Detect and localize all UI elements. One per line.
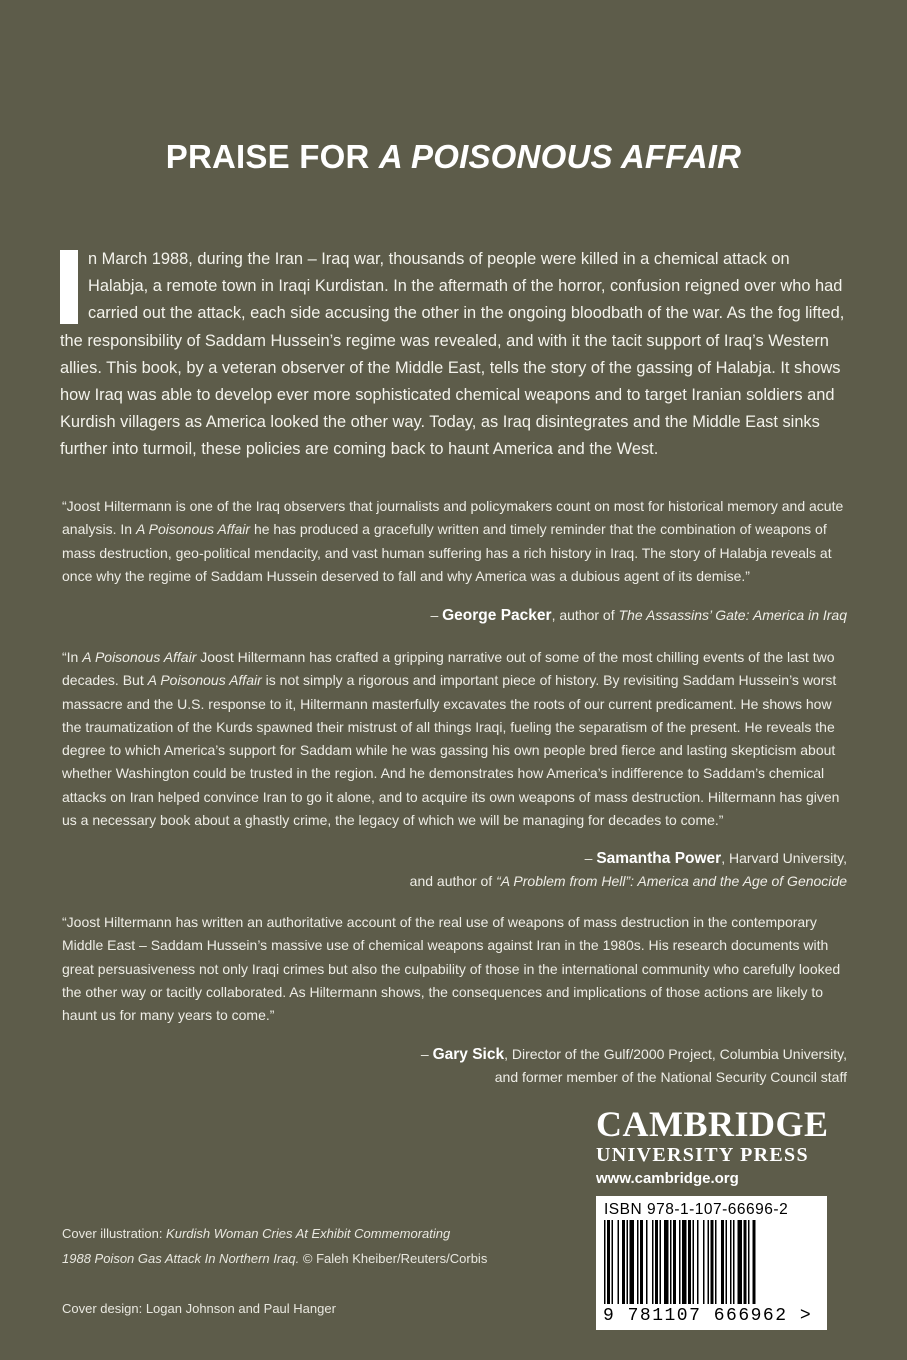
attribution-work: “A Problem from Hell”: America and the Age of Genocide <box>496 873 847 889</box>
barcode-bar <box>664 1220 669 1304</box>
barcode-bar <box>618 1220 620 1304</box>
barcode-bar <box>660 1220 662 1304</box>
barcode-bar <box>697 1220 699 1304</box>
barcode-bar <box>607 1220 610 1304</box>
barcode-bar <box>637 1220 639 1304</box>
attribution-dash: – <box>584 850 597 866</box>
barcode-bar <box>730 1220 732 1304</box>
drop-cap-letter-i <box>60 250 78 324</box>
attribution-role: , author of <box>551 607 619 623</box>
quote-text: is not simply a rigorous and important piece of history. By revisiting Saddam Hussein’s worst massacre and the U.S. response to it, Hiltermann masterfully excavates the roots of our current predicament. He shows how the traumatization of the Kurds spawned their mistrust of all things Iraqi, fueling the separatism of the present. He reveals the degree to which America’s support for Saddam while he was gassing his own people bred fierce and lasting skepticism about whether Washington could be trusted in the region. And he demonstrates how America’s indifference to Saddam’s chemical attacks on Iran helped convince Iran to go it alone, and to acquire its own weapons of mass destruction. Hiltermann has given us a necessary book about a ghastly crime, the legacy of which we will be managing for decades to come.” <box>62 672 840 829</box>
attribution-work: The Assassins’ Gate: America in Iraq <box>618 607 847 623</box>
title-italic: A POISONOUS AFFAIR <box>378 138 742 175</box>
attribution-dash: – <box>420 1046 433 1062</box>
attribution-name: Gary Sick <box>432 1046 505 1063</box>
cover-illustration-credit <box>62 1221 487 1271</box>
barcode-bar <box>630 1220 635 1304</box>
quote-sick <box>62 911 848 1027</box>
quote-text: “Joost Hiltermann is one of the Iraq observers that journalists and policymakers count on most for historical memory and acute analysis. In <box>62 498 844 538</box>
barcode-bar <box>733 1220 735 1304</box>
credit-title: Kurdish Woman Cries At Exhibit Commemorating <box>166 1226 451 1241</box>
barcode-bar <box>627 1220 629 1304</box>
barcode-bar <box>682 1220 687 1304</box>
quote-text: Joost Hiltermann has crafted a gripping narrative out of some of the most chilling events of the last two decades. But <box>62 649 835 689</box>
barcode-bar <box>673 1220 676 1304</box>
barcode-bar <box>670 1220 672 1304</box>
credit-source: © Faleh Kheiber/Reuters/Corbis <box>299 1251 488 1266</box>
attribution-role: , Director of the Gulf/2000 Project, Columbia University, <box>504 1046 847 1062</box>
cover-design-credit: Cover design: Logan Johnson and Paul Hanger <box>62 1301 336 1316</box>
barcode-bar <box>703 1220 705 1304</box>
barcode-bar <box>721 1220 724 1304</box>
barcode-bar <box>622 1220 625 1304</box>
publisher-logo <box>596 1106 836 1187</box>
barcode-bar <box>753 1220 756 1304</box>
barcode-bar <box>744 1220 747 1304</box>
barcode-bars <box>604 1220 819 1306</box>
barcode-bar <box>715 1220 717 1304</box>
barcode-bar <box>604 1220 606 1304</box>
credit-title: 1988 Poison Gas Attack In Northern Iraq. <box>62 1251 300 1266</box>
barcode-bar <box>738 1220 743 1304</box>
barcode-bar <box>640 1220 643 1304</box>
intro-text: n March 1988, during the Iran – Iraq war, thousands of people were killed in a chemical attack on Halabja, a remote town in Iraqi Kurdistan. In the aftermath of the horror, confusion reigned over who had carried out the attack, each side accusing the other in the ongoing bloodbath of the war. As the fog lifted, the responsibility of Saddam Hussein’s regime was revealed, and with it the tacit support of Iraq’s Western allies. This book, by a veteran observer of the Middle East, tells the story of the gassing of Halabja. It shows how Iraq was able to develop ever more sophisticated chemical weapons and to target Iranian soldiers and Kurdish villagers as America looked the other way. Today, as Iraq disintegrates and the Middle East sinks further into turmoil, these policies are coming back to haunt America and the West. <box>60 250 845 459</box>
publisher-subtitle: UNIVERSITY PRESS <box>596 1144 809 1166</box>
ean-digits: 9 781107 666962 > <box>603 1306 813 1326</box>
attribution-dash: – <box>430 607 443 623</box>
isbn-label: ISBN 978-1-107-66696-2 <box>604 1201 789 1218</box>
title-plain: PRAISE FOR <box>165 138 379 175</box>
quote-text: “In <box>62 649 83 665</box>
barcode-bar <box>693 1220 695 1304</box>
attribution-line2: and author of <box>409 873 497 889</box>
quote-power <box>62 646 848 832</box>
quote-packer <box>62 495 848 588</box>
publisher-url: www.cambridge.org <box>596 1170 739 1187</box>
attribution-name: George Packer <box>442 607 552 624</box>
barcode-bar <box>655 1220 658 1304</box>
attribution-sick <box>421 1043 847 1089</box>
attribution-name: Samantha Power <box>596 850 722 867</box>
barcode-bar <box>726 1220 728 1304</box>
barcode-bar <box>688 1220 691 1304</box>
isbn-barcode <box>596 1196 827 1330</box>
quote-text: “Joost Hiltermann has written an authoritative account of the real use of weapons of mass destruction in the contemporary Middle East – Saddam Hussein’s massive use of chemical weapons against Iran in the 1980s. His research documents with great persuasiveness not only Iraqi crimes but also the culpability of those in the international community who carefully looked the other way or tacitly collaborated. As Hiltermann shows, the consequences and implications of those actions are likely to haunt us for many years to come.” <box>62 914 841 1024</box>
quote-text: he has produced a gracefully written and timely reminder that the combination of weapons of mass destruction, geo-political mendacity, and vast human suffering has a rich history in Iraq. The story of Halabja reveals at once why the regime of Saddam Hussein deserved to fall and why America was a dubious agent of its demise.” <box>62 521 832 584</box>
page-title <box>0 138 907 176</box>
barcode-bar <box>748 1220 750 1304</box>
barcode-bar <box>612 1220 614 1304</box>
barcode-bar <box>679 1220 681 1304</box>
book-title-italic: A Poisonous Affair <box>82 649 197 665</box>
book-title-italic: A Poisonous Affair <box>135 521 251 538</box>
barcode-bar <box>646 1220 648 1304</box>
attribution-line2: and former member of the National Security Council staff <box>494 1069 847 1085</box>
barcode-bar <box>708 1220 710 1304</box>
intro-paragraph <box>60 246 845 464</box>
barcode-bar <box>711 1220 714 1304</box>
barcode-bar <box>652 1220 654 1304</box>
credit-label: Cover illustration: <box>62 1226 167 1241</box>
attribution-packer <box>430 604 847 627</box>
attribution-power <box>410 847 847 893</box>
publisher-name: CAMBRIDGE <box>596 1104 829 1144</box>
book-title-italic: A Poisonous Affair <box>147 672 262 689</box>
attribution-role: , Harvard University, <box>721 850 847 866</box>
